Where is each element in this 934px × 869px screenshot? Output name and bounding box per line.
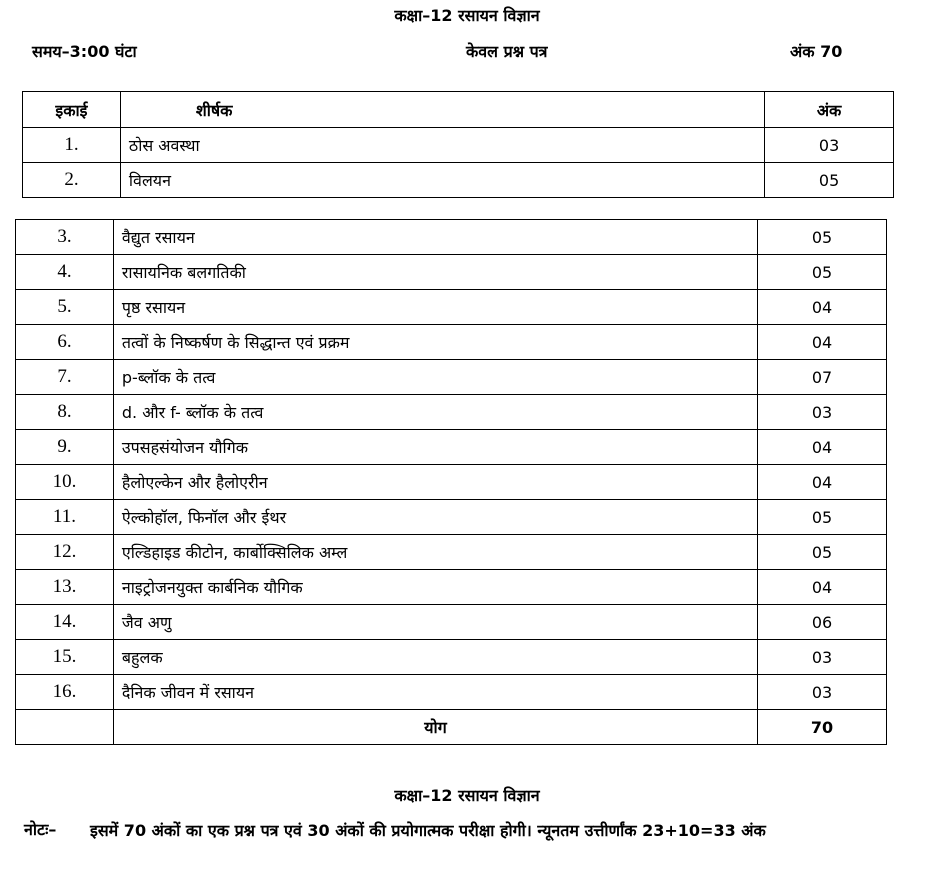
unit-marks: 04 bbox=[758, 430, 887, 465]
page-title: कक्षा–12 रसायन विज्ञान bbox=[394, 6, 540, 25]
table-row bbox=[16, 290, 887, 325]
unit-marks: 04 bbox=[758, 325, 887, 360]
unit-marks: 05 bbox=[758, 220, 887, 255]
total-value: 70 bbox=[758, 710, 887, 745]
table-row bbox=[16, 430, 887, 465]
column-header-marks: अंक bbox=[765, 92, 894, 128]
unit-number: 12. bbox=[16, 535, 114, 570]
unit-number: 6. bbox=[16, 325, 114, 360]
table-row bbox=[16, 500, 887, 535]
unit-marks: 06 bbox=[758, 605, 887, 640]
unit-marks: 03 bbox=[758, 395, 887, 430]
unit-title: तत्वों के निष्कर्षण के सिद्धान्त एवं प्रक्रम bbox=[113, 325, 757, 360]
unit-title: रासायनिक बलगतिकी bbox=[113, 255, 757, 290]
note-text: इसमें 70 अंकों का एक प्रश्न पत्र एवं 30 अंकों की प्रयोगात्मक परीक्षा होगी। न्यूनतम उत्तीर्णांक 23+10=33 अंक bbox=[90, 821, 766, 840]
table-row bbox=[23, 128, 894, 163]
unit-title: ठोस अवस्था bbox=[120, 128, 764, 163]
total-row bbox=[16, 710, 887, 745]
footer-title: कक्षा–12 रसायन विज्ञान bbox=[394, 786, 540, 805]
note-label: नोटः– bbox=[24, 820, 57, 839]
unit-marks: 04 bbox=[758, 290, 887, 325]
unit-title: पृष्ठ रसायन bbox=[113, 290, 757, 325]
unit-number: 3. bbox=[16, 220, 114, 255]
unit-marks: 03 bbox=[765, 128, 894, 163]
unit-title: बहुलक bbox=[113, 640, 757, 675]
unit-number: 9. bbox=[16, 430, 114, 465]
unit-title: जैव अणु bbox=[113, 605, 757, 640]
unit-title: d. और f- ब्लॉक के तत्व bbox=[113, 395, 757, 430]
unit-number: 5. bbox=[16, 290, 114, 325]
unit-marks: 05 bbox=[758, 535, 887, 570]
unit-title: एल्डिहाइड कीटोन, कार्बोक्सिलिक अम्ल bbox=[113, 535, 757, 570]
unit-title: ऐल्कोहॉल, फिनॉल और ईथर bbox=[113, 500, 757, 535]
table-row bbox=[16, 570, 887, 605]
unit-marks: 04 bbox=[758, 570, 887, 605]
table-header-row bbox=[23, 92, 894, 128]
total-label: योग bbox=[113, 710, 757, 745]
unit-title: p-ब्लॉक के तत्व bbox=[113, 360, 757, 395]
unit-title: हैलोएल्केन और हैलोएरीन bbox=[113, 465, 757, 500]
syllabus-table-part1 bbox=[22, 91, 894, 198]
unit-number: 15. bbox=[16, 640, 114, 675]
table-row bbox=[16, 535, 887, 570]
unit-marks: 05 bbox=[758, 255, 887, 290]
table-row bbox=[16, 325, 887, 360]
unit-title: उपसहसंयोजन यौगिक bbox=[113, 430, 757, 465]
table-row bbox=[16, 395, 887, 430]
unit-marks: 03 bbox=[758, 640, 887, 675]
unit-marks: 05 bbox=[758, 500, 887, 535]
column-header-title: शीर्षक bbox=[120, 92, 764, 128]
table-row bbox=[16, 640, 887, 675]
unit-number: 2. bbox=[23, 163, 121, 198]
table-row bbox=[16, 220, 887, 255]
table-row bbox=[16, 675, 887, 710]
table-row bbox=[23, 163, 894, 198]
unit-number: 7. bbox=[16, 360, 114, 395]
paper-type: केवल प्रश्न पत्र bbox=[466, 42, 548, 61]
syllabus-table-part2 bbox=[15, 219, 887, 745]
unit-number: 13. bbox=[16, 570, 114, 605]
exam-time: समय–3:00 घंटा bbox=[32, 42, 137, 61]
unit-marks: 07 bbox=[758, 360, 887, 395]
unit-number: 1. bbox=[23, 128, 121, 163]
unit-number: 4. bbox=[16, 255, 114, 290]
unit-title: दैनिक जीवन में रसायन bbox=[113, 675, 757, 710]
table-row bbox=[16, 360, 887, 395]
table-row bbox=[16, 605, 887, 640]
unit-number: 16. bbox=[16, 675, 114, 710]
unit-number: 10. bbox=[16, 465, 114, 500]
unit-title: वैद्युत रसायन bbox=[113, 220, 757, 255]
unit-title: विलयन bbox=[120, 163, 764, 198]
unit-number: 14. bbox=[16, 605, 114, 640]
total-marks: अंक 70 bbox=[790, 42, 843, 61]
unit-marks: 04 bbox=[758, 465, 887, 500]
table-row bbox=[16, 465, 887, 500]
unit-marks: 03 bbox=[758, 675, 887, 710]
total-empty-cell bbox=[16, 710, 114, 745]
unit-title: नाइट्रोजनयुक्त कार्बनिक यौगिक bbox=[113, 570, 757, 605]
unit-number: 11. bbox=[16, 500, 114, 535]
column-header-unit: इकाई bbox=[23, 92, 121, 128]
unit-number: 8. bbox=[16, 395, 114, 430]
table-row bbox=[16, 255, 887, 290]
unit-marks: 05 bbox=[765, 163, 894, 198]
